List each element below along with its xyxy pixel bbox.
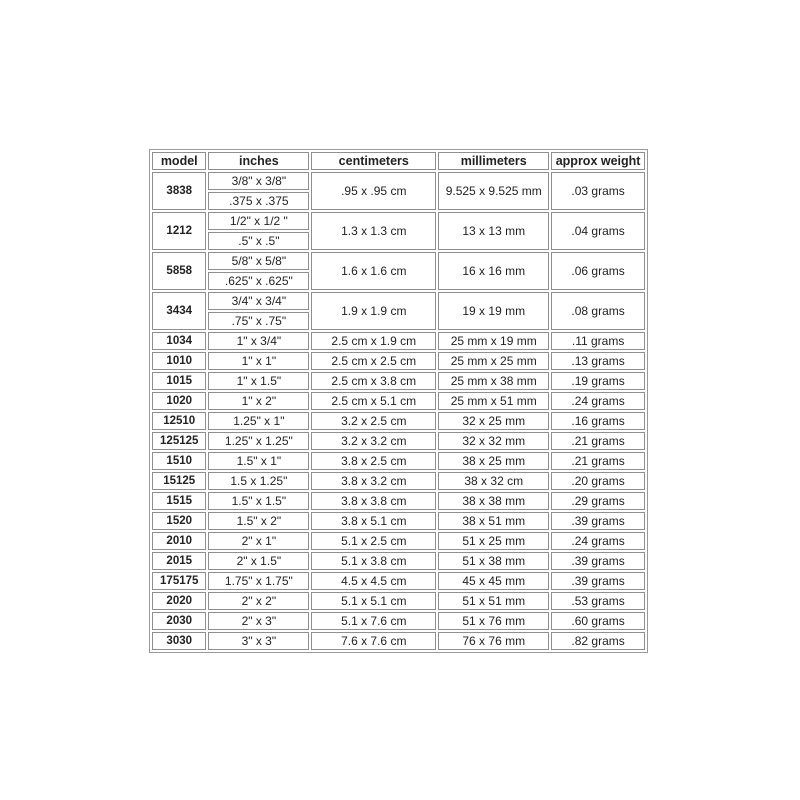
millimeters-cell: 45 x 45 mm	[438, 572, 549, 590]
inches-cell: 1" x 1.5"	[208, 372, 309, 390]
millimeters-cell: 25 mm x 51 mm	[438, 392, 549, 410]
table-row	[152, 612, 645, 630]
inches-cell: 3/8" x 3/8"	[208, 172, 309, 190]
centimeters-cell: 1.3 x 1.3 cm	[311, 212, 436, 250]
model-cell: 15125	[152, 472, 206, 490]
inches-cell: 2" x 3"	[208, 612, 309, 630]
millimeters-cell: 38 x 25 mm	[438, 452, 549, 470]
weight-cell: .04 grams	[551, 212, 645, 250]
centimeters-cell: 5.1 x 5.1 cm	[311, 592, 436, 610]
centimeters-cell: 2.5 cm x 5.1 cm	[311, 392, 436, 410]
weight-cell: .19 grams	[551, 372, 645, 390]
inches-cell: 2" x 1.5"	[208, 552, 309, 570]
centimeters-cell: 3.8 x 2.5 cm	[311, 452, 436, 470]
inches-cell: 5/8" x 5/8"	[208, 252, 309, 270]
millimeters-cell: 13 x 13 mm	[438, 212, 549, 250]
millimeters-cell: 25 mm x 19 mm	[438, 332, 549, 350]
table-row	[152, 532, 645, 550]
model-cell: 3434	[152, 292, 206, 330]
inches-decimal-cell: .375 x .375	[208, 192, 309, 210]
header-approx-weight: approx weight	[551, 152, 645, 170]
table-row	[152, 432, 645, 450]
millimeters-cell: 51 x 51 mm	[438, 592, 549, 610]
centimeters-cell: 2.5 cm x 3.8 cm	[311, 372, 436, 390]
model-cell: 1015	[152, 372, 206, 390]
model-cell: 2030	[152, 612, 206, 630]
model-cell: 1520	[152, 512, 206, 530]
centimeters-cell: 7.6 x 7.6 cm	[311, 632, 436, 650]
centimeters-cell: 3.8 x 5.1 cm	[311, 512, 436, 530]
inches-cell: 2" x 1"	[208, 532, 309, 550]
model-cell: 175175	[152, 572, 206, 590]
table-row	[152, 292, 645, 310]
inches-cell: 1.75" x 1.75"	[208, 572, 309, 590]
size-table	[149, 149, 648, 653]
table-row	[152, 412, 645, 430]
model-cell: 1034	[152, 332, 206, 350]
header-row	[152, 152, 645, 170]
table-row	[152, 452, 645, 470]
weight-cell: .03 grams	[551, 172, 645, 210]
weight-cell: .11 grams	[551, 332, 645, 350]
header-model: model	[152, 152, 206, 170]
weight-cell: .39 grams	[551, 552, 645, 570]
model-cell: 3030	[152, 632, 206, 650]
table-row	[152, 172, 645, 190]
table-row	[152, 332, 645, 350]
millimeters-cell: 51 x 38 mm	[438, 552, 549, 570]
table-body	[152, 172, 645, 650]
header-inches: inches	[208, 152, 309, 170]
centimeters-cell: 2.5 cm x 2.5 cm	[311, 352, 436, 370]
inches-cell: 1.25" x 1.25"	[208, 432, 309, 450]
weight-cell: .08 grams	[551, 292, 645, 330]
weight-cell: .24 grams	[551, 392, 645, 410]
weight-cell: .39 grams	[551, 572, 645, 590]
model-cell: 1020	[152, 392, 206, 410]
weight-cell: .82 grams	[551, 632, 645, 650]
weight-cell: .21 grams	[551, 432, 645, 450]
inches-decimal-cell: .625" x .625"	[208, 272, 309, 290]
table-row	[152, 552, 645, 570]
size-chart	[149, 149, 648, 653]
centimeters-cell: 5.1 x 2.5 cm	[311, 532, 436, 550]
weight-cell: .60 grams	[551, 612, 645, 630]
millimeters-cell: 38 x 32 cm	[438, 472, 549, 490]
millimeters-cell: 38 x 38 mm	[438, 492, 549, 510]
centimeters-cell: 1.9 x 1.9 cm	[311, 292, 436, 330]
table-row	[152, 472, 645, 490]
millimeters-cell: 16 x 16 mm	[438, 252, 549, 290]
weight-cell: .13 grams	[551, 352, 645, 370]
millimeters-cell: 32 x 32 mm	[438, 432, 549, 450]
model-cell: 2020	[152, 592, 206, 610]
header-centimeters: centimeters	[311, 152, 436, 170]
weight-cell: .39 grams	[551, 512, 645, 530]
model-cell: 2015	[152, 552, 206, 570]
weight-cell: .21 grams	[551, 452, 645, 470]
inches-cell: 1.5" x 1"	[208, 452, 309, 470]
inches-cell: 1.25" x 1"	[208, 412, 309, 430]
millimeters-cell: 51 x 25 mm	[438, 532, 549, 550]
table-row	[152, 212, 645, 230]
model-cell: 125125	[152, 432, 206, 450]
header-millimeters: millimeters	[438, 152, 549, 170]
centimeters-cell: 1.6 x 1.6 cm	[311, 252, 436, 290]
inches-cell: 3" x 3"	[208, 632, 309, 650]
inches-cell: 1" x 3/4"	[208, 332, 309, 350]
table-row	[152, 372, 645, 390]
centimeters-cell: 3.2 x 2.5 cm	[311, 412, 436, 430]
weight-cell: .24 grams	[551, 532, 645, 550]
weight-cell: .53 grams	[551, 592, 645, 610]
inches-cell: 2" x 2"	[208, 592, 309, 610]
table-row	[152, 632, 645, 650]
model-cell: 1010	[152, 352, 206, 370]
inches-decimal-cell: .5" x .5"	[208, 232, 309, 250]
table-row	[152, 572, 645, 590]
table-row	[152, 512, 645, 530]
millimeters-cell: 51 x 76 mm	[438, 612, 549, 630]
millimeters-cell: 19 x 19 mm	[438, 292, 549, 330]
weight-cell: .16 grams	[551, 412, 645, 430]
millimeters-cell: 9.525 x 9.525 mm	[438, 172, 549, 210]
millimeters-cell: 32 x 25 mm	[438, 412, 549, 430]
model-cell: 2010	[152, 532, 206, 550]
centimeters-cell: 5.1 x 7.6 cm	[311, 612, 436, 630]
centimeters-cell: 4.5 x 4.5 cm	[311, 572, 436, 590]
table-row	[152, 592, 645, 610]
millimeters-cell: 38 x 51 mm	[438, 512, 549, 530]
inches-cell: 1.5" x 2"	[208, 512, 309, 530]
model-cell: 3838	[152, 172, 206, 210]
centimeters-cell: 5.1 x 3.8 cm	[311, 552, 436, 570]
inches-cell: 1.5" x 1.5"	[208, 492, 309, 510]
inches-decimal-cell: .75" x .75"	[208, 312, 309, 330]
millimeters-cell: 25 mm x 38 mm	[438, 372, 549, 390]
millimeters-cell: 25 mm x 25 mm	[438, 352, 549, 370]
inches-cell: 3/4" x 3/4"	[208, 292, 309, 310]
table-row	[152, 252, 645, 270]
model-cell: 1515	[152, 492, 206, 510]
weight-cell: .20 grams	[551, 472, 645, 490]
table-row	[152, 492, 645, 510]
weight-cell: .06 grams	[551, 252, 645, 290]
centimeters-cell: 3.8 x 3.2 cm	[311, 472, 436, 490]
inches-cell: 1" x 1"	[208, 352, 309, 370]
model-cell: 5858	[152, 252, 206, 290]
centimeters-cell: 2.5 cm x 1.9 cm	[311, 332, 436, 350]
inches-cell: 1/2" x 1/2 "	[208, 212, 309, 230]
centimeters-cell: 3.8 x 3.8 cm	[311, 492, 436, 510]
weight-cell: .29 grams	[551, 492, 645, 510]
table-row	[152, 392, 645, 410]
centimeters-cell: .95 x .95 cm	[311, 172, 436, 210]
model-cell: 1212	[152, 212, 206, 250]
model-cell: 1510	[152, 452, 206, 470]
inches-cell: 1" x 2"	[208, 392, 309, 410]
inches-cell: 1.5 x 1.25"	[208, 472, 309, 490]
table-row	[152, 352, 645, 370]
millimeters-cell: 76 x 76 mm	[438, 632, 549, 650]
model-cell: 12510	[152, 412, 206, 430]
centimeters-cell: 3.2 x 3.2 cm	[311, 432, 436, 450]
